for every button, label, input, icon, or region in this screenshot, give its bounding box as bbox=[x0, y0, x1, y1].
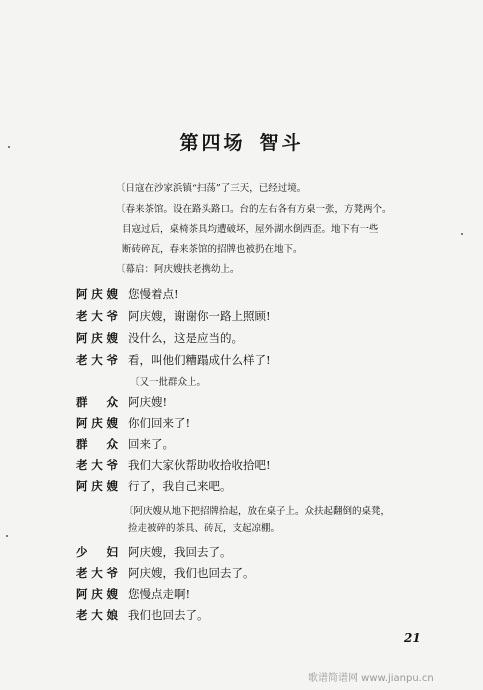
speaker-label: 老大爷 bbox=[76, 309, 118, 323]
watermark: 歌谱简谱网 www.jianpu.cn bbox=[308, 673, 434, 684]
dialogue-line: 行了，我自己来吧。 bbox=[128, 479, 232, 493]
stage-direction-late-2: 捡走被碎的茶具、砖瓦，支起凉棚。 bbox=[128, 523, 281, 534]
scan-speck bbox=[8, 146, 10, 148]
speaker-label: 老大爷 bbox=[76, 353, 118, 367]
scene-number: 第四场 bbox=[179, 132, 246, 154]
dialogue-line: 您慢点走啊! bbox=[128, 587, 191, 601]
dialogue-line: 你们回来了! bbox=[128, 416, 191, 430]
speaker-label: 老大爷 bbox=[76, 566, 118, 580]
stage-direction-3: 目寇过后，桌椅茶具均遭破坏，屋外湖水倒西歪。地下有一些 bbox=[122, 224, 379, 235]
dialogue-line: 我们大家伙帮助收拾收拾吧! bbox=[128, 458, 271, 472]
scene-title bbox=[0, 128, 483, 155]
speaker-label: 老大娘 bbox=[76, 608, 118, 622]
stage-direction-4: 断砖碎瓦，春来茶馆的招牌也被扔在地下。 bbox=[122, 244, 303, 255]
dialogue-line: 阿庆嫂! bbox=[128, 395, 168, 409]
speaker-label: 阿庆嫂 bbox=[76, 287, 118, 301]
scan-speck bbox=[461, 233, 463, 235]
dialogue-line: 阿庆嫂，谢谢你一路上照顾! bbox=[128, 309, 271, 323]
dialogue-line: 您慢着点! bbox=[128, 287, 179, 301]
dialogue-line: 看，叫他们糟蹋成什么样了! bbox=[128, 353, 271, 367]
speaker-label: 阿庆嫂 bbox=[76, 479, 118, 493]
speaker-label: 阿庆嫂 bbox=[76, 416, 118, 430]
speaker-label: 群众 bbox=[76, 395, 118, 409]
speaker-label: 少妇 bbox=[76, 545, 118, 559]
stage-direction-mid: 〔又一批群众上。 bbox=[130, 377, 207, 388]
page-number: 21 bbox=[404, 631, 421, 645]
dialogue-line: 没什么，这是应当的。 bbox=[128, 331, 243, 345]
dialogue-line: 我们也回去了。 bbox=[128, 608, 209, 622]
stage-direction-5: 〔幕启：阿庆嫂扶老携幼上。 bbox=[116, 264, 240, 275]
scan-speck bbox=[6, 535, 8, 537]
speaker-label: 群众 bbox=[76, 437, 118, 451]
speaker-label: 老大爷 bbox=[76, 458, 118, 472]
stage-direction-late-1: 〔阿庆嫂从地下把招牌拾起，放在桌子上。众扶起翻倒的桌凳， bbox=[124, 506, 391, 517]
dialogue-line: 阿庆嫂，我们也回去了。 bbox=[128, 566, 255, 580]
scene-name: 智斗 bbox=[259, 132, 304, 154]
speaker-label: 阿庆嫂 bbox=[76, 331, 118, 345]
dialogue-line: 阿庆嫂，我回去了。 bbox=[128, 545, 232, 559]
speaker-label: 阿庆嫂 bbox=[76, 587, 118, 601]
stage-direction-2: 〔春来茶馆。设在路头路口。台的左右各有方桌一张，方凳两个。 bbox=[116, 204, 392, 215]
dialogue-line: 回来了。 bbox=[128, 437, 174, 451]
stage-direction-1: 〔日寇在沙家浜镇“扫荡”了三天，已经过境。 bbox=[116, 183, 307, 194]
